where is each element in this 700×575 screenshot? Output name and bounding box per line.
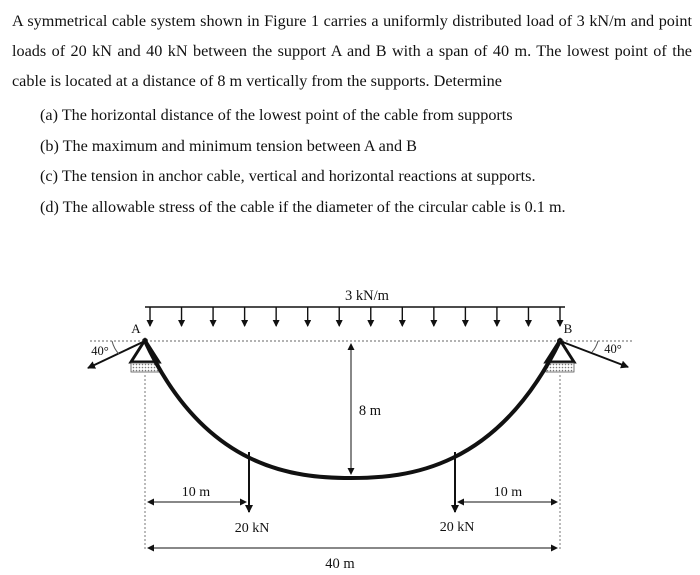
support-b-base [546,363,574,372]
question-b: (b) The maximum and minimum tension between A and B [40,136,417,155]
dim-span-label: 40 m [325,556,355,572]
distributed-load [145,288,565,326]
question-c: (c) The tension in anchor cable, vertical and horizontal reactions at supports. [40,167,536,185]
question-a: (a) The horizontal distance of the lowest point of the cable from supports [40,106,513,124]
udl-label: 3 kN/m [345,288,389,304]
anchor-angle-left-label: 40° [91,344,109,358]
point-load-right [440,452,475,535]
support-a-label: A [131,321,141,336]
dim-right-label: 10 m [493,485,523,500]
dim-left-10m [148,485,246,502]
angle-arc-right [592,341,598,352]
dim-left-label: 10 m [181,485,211,500]
sag-label: 8 m [358,403,382,419]
support-b [546,321,574,372]
problem-intro: A symmetrical cable system shown in Figure 1 carries a uniformly distributed load of 3 kN/m and point loads of 20 kN and 40 kN between the support A and B with a span of 40 m. The lowest point of the cable is located at a distance of 8 m vertically from the supports. Determine [12,12,692,90]
anchor-angle-right-label: 40° [604,342,622,356]
sag-dimension [351,344,382,474]
question-d: (d) The allowable stress of the cable if the diameter of the circular cable is 0.1 m. [40,197,566,216]
dim-span-40m [148,548,557,572]
angle-arc-left [112,341,119,354]
support-b-label: B [563,321,573,336]
udl-arrows [150,307,560,326]
main-cable [145,341,560,478]
point-load-left-label: 20 kN [234,521,270,536]
dim-right-10m [458,485,557,502]
point-load-right-label: 20 kN [439,520,475,535]
